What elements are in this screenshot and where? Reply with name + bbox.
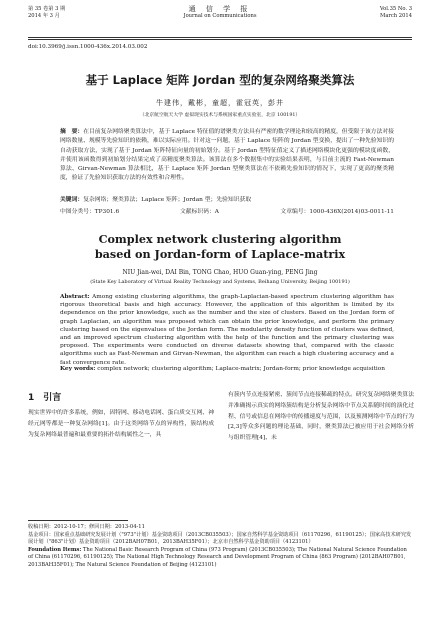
abstract-en-label: Abstract: (60, 294, 90, 300)
volume-en: Vol.35 No. 3 (379, 6, 412, 12)
keywords-zh-text: 复杂网络；聚类算法；Laplace 矩阵；Jordan 型；先验知识获取 (83, 197, 252, 203)
title-en (0, 232, 440, 262)
date-en: March 2014 (380, 13, 412, 19)
classification-zh (60, 206, 394, 215)
keywords-zh-label: 关键词： (60, 197, 84, 203)
keywords-zh (60, 196, 394, 204)
footnote-rule (28, 520, 128, 521)
keywords-en-text: complex network; clustering algorithm; Laplace-matrix; Jordan-form; prior knowledge acquisition (97, 366, 385, 372)
received-date: 收稿日期：2012-10-17；修回日期：2013-04-11 (28, 524, 145, 530)
section-heading: 1 引言 (28, 393, 62, 403)
header-center (28, 6, 412, 20)
body-column-left: 现实世界中的许多系统，例如，因特网、移动电话网、蛋白质交互网、神经元网等都是一种复杂网络[1]。由于这类网络节点的异构性，簇结构成为复杂网络最普遍和最重要的拓扑结构属性之一，具 (28, 410, 214, 438)
authors-en: NIU Jian-wei, DAI Bin, TONG Chao, HUO Guan-ying, PENG Jing (122, 269, 318, 276)
funding-en-label: Foundation Items: (28, 546, 82, 553)
authors-zh: 牛建伟，戴彬，童超，霍冠英，彭井 (156, 99, 284, 107)
journal-name-en: Journal on Communications (183, 13, 257, 19)
journal-name-zh: 通 信 学 报 (188, 5, 252, 13)
body-column-right: 有簇内节点连接紧密、簇间节点连接稀疏的特点。研究复杂网络聚类算法并准确揭示真实的网络簇结构是分析复杂网络中节点关系随时间的演化过程、信号或信息在网络中的传播速度与范围，以及预测网络中节点的行为[2,3]等众多问题的理论基础，同时，聚类算法已被应用于社会网络分析与组织管理[4]、未 (228, 392, 414, 442)
header-rule-bottom (28, 39, 412, 40)
abstract-zh (60, 128, 394, 184)
keywords-en (60, 366, 394, 372)
funding-en (28, 547, 412, 570)
doi: doi:10.3969/j.issn.1000-436x.2014.03.002 (28, 44, 148, 50)
document-code: 文献标识码：A (180, 209, 219, 215)
title-en-line2: based on Jordan-form of Laplace-matrix (94, 247, 346, 261)
funding-en-text: The National Basic Research Program of China (973 Program) (2013CB035503); The National Natural Science Foundation of China (61170296, 61190125); The National High Technology Research and Development Program of China (863 Program) (2012BAH07B01, 2013BAH35F01); The Natural Science Foundation of Beijing (4123101) (28, 546, 407, 568)
abstract-en (60, 293, 394, 367)
abstract-en-text: Among existing clustering algorithms, the graph-Laplacian-based spectrum clustering algorithm has rigorous theoretical basis and high accuracy. However, the application of this algorithm is limited by its dependence on the prior knowledge, such as the number and the size of clusters. Based on the Jordan form of graph Laplacian, an algorithm was proposed which can obtain the prior knowledge, and perform the primary clustering based on the eigenvalues of the Jordan form. The modularity density function of clusters was defined, and an improved spectrum clustering algorithm with the help of the function and the primary clustering was proposed. The experiments were conducted on diverse datasets showing that, compared with the classic algorithms such as Fast-Newman and Girvan-Newman, the algorithm can reach a high clustering accuracy and a fast convergence rate. (60, 294, 394, 366)
affiliation-en: (State Key Laboratory of Virtual Reality Technology and Systems, Beihang University, Beijing 100191) (90, 279, 350, 285)
article-number: 文章编号：1000-436X(2014)03-0011-11 (280, 209, 394, 215)
footnote (28, 524, 412, 570)
date-zh: 2014 年 3 月 (28, 13, 60, 19)
keywords-en-label: Key words: (60, 366, 96, 372)
title-en-line1: Complex network clustering algorithm (98, 232, 342, 246)
abstract-zh-label: 摘 要： (60, 129, 84, 135)
header-rule-top (28, 37, 412, 38)
header-right (380, 6, 412, 20)
funding-zh: 基金项目：国家重点基础研究发展计划（"973"计划）基金资助项目（2013CB035503）；国家自然科学基金资助项目（61170296，61190125）；国家高技术研究发展计划（"863"计划）基金资助项目（2012BAH07B01，2013BAH35F01）；北京市自然科学基金资助项目（4123101） (28, 531, 412, 546)
abstract-zh-text: 在目前复杂网络聚类算法中，基于 Laplace 特征值的谱聚类方法具有严密的数学理论和较高的精度，但受限于该方法对接网络数量、规模等先验知识的依赖，难以实际应用。针对这一问题，基于 Laplace 矩阵的 Jordan 型变换，提出了一种先验知识的自动获取方法，实现了基于 Jordan 矩阵特征向量的初始划分。基于 Jordan 型特征值定义了描述网络模块化更强的模块度函数，并使用该函数得到初始划分结果完成了高精度聚类算法。该算法在多个数据集中的实验结果表明，与目前主流的 Fast-Newman 算法、Girvan-Newman 算法相比，基于 Laplace 矩阵 Jordan 型聚类算法在不依赖先验知识的情况下，实现了更高的聚类精度，验证了先验知识获取方法的有效性和合理性。 (60, 129, 394, 182)
title-zh: 基于 Laplace 矩阵 Jordan 型的复杂网络聚类算法 (85, 73, 355, 87)
running-header (28, 4, 412, 36)
clc-number: 中图分类号：TP301.6 (60, 209, 120, 215)
volume-zh: 第 35 卷第 3 期 (28, 6, 66, 12)
affiliation-zh: （北京航空航天大学 虚拟现实技术与系统国家重点实验室，北京 100191） (139, 113, 301, 118)
